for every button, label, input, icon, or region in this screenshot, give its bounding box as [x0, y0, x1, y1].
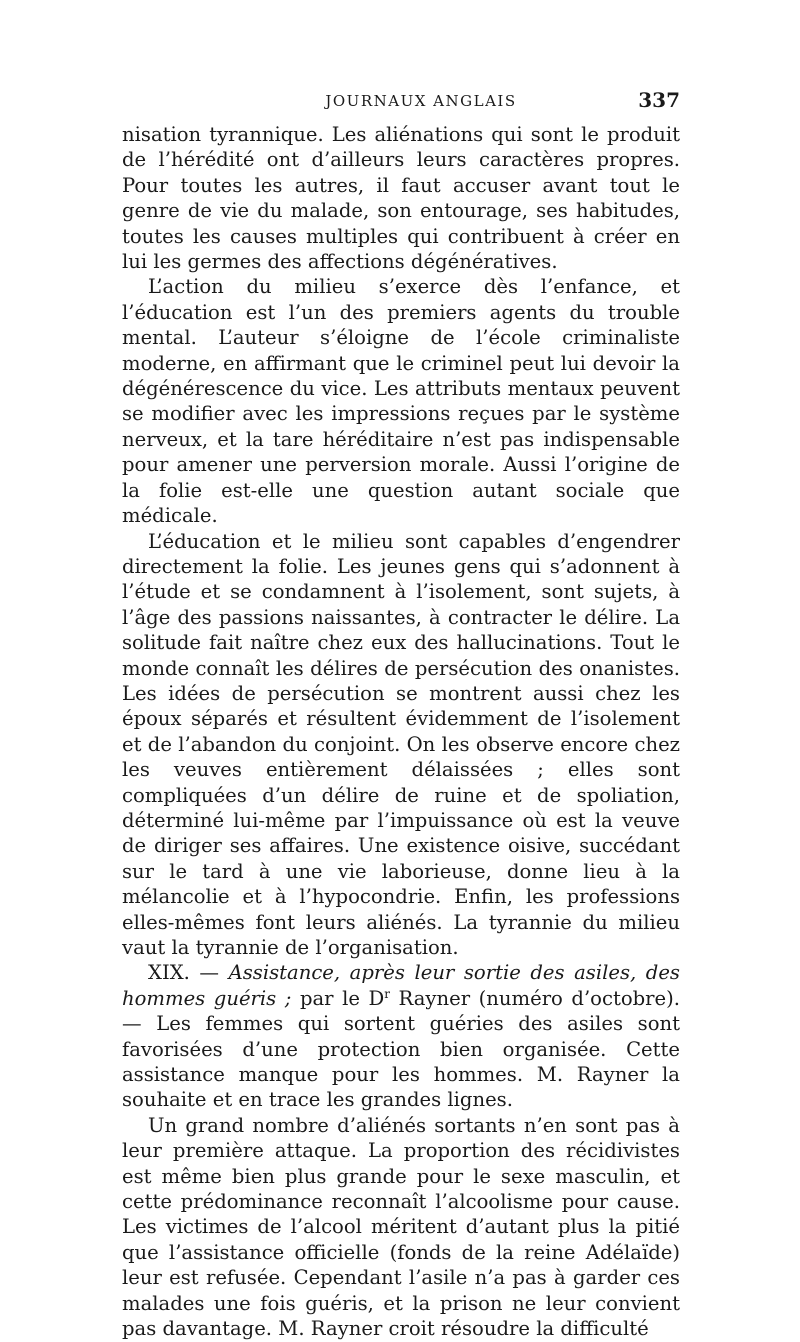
running-head [122, 88, 680, 118]
book-page [122, 88, 680, 1342]
paragraph-4-section-xix [122, 960, 680, 1112]
body-text [122, 122, 680, 1342]
section-body: Rayner (numéro d’octobre). — Les femmes qui sortent guéries des asiles sont favorisées d’une protection bien organisée. Cette assistance manque pour les hommes. M. Rayner la souhaite et en trace les grandes lignes. [122, 986, 680, 1112]
paragraph-1: nisation tyrannique. Les aliénations qui sont le produit de l’hérédité ont d’ailleurs leurs caractères propres. Pour toutes les autres, il faut accuser avant tout le genre de vie du malade, son entourage, ses habitudes, toutes les causes multiples qui contribuent à créer en lui les germes des affections dégénératives. [122, 123, 680, 274]
page-number: 337 [638, 88, 680, 112]
section-author-intro: par le D [291, 986, 385, 1010]
superscript-r: r [384, 986, 390, 1001]
running-title: JOURNAUX ANGLAIS [325, 92, 517, 110]
section-title: Assistance, après leur sortie des asiles, des hommes guéris ; [122, 961, 680, 1010]
paragraph-3: L’éducation et le milieu sont capables d’engendrer directement la folie. Les jeunes gens qui s’adonnent à l’étude et se condamnent à l’isolement, sont sujets, à l’âge des passions naissantes, à contracter le délire. La solitude fait naître chez eux des hallucinations. Tout le monde connaît les délires de persécution des onanistes. Les idées de persécution se montrent aussi chez les époux séparés et résultent évidemment de l’isolement et de l’abandon du conjoint. On les observe encore chez les veuves entièrement délaissées ; elles sont compliquées d’un délire de ruine et de spoliation, déterminé lui-même par l’impuissance où est la veuve de diriger ses affaires. Une existence oisive, succédant sur le tard à une vie laborieuse, donne lieu à la mélancolie et à l’hypocondrie. Enfin, les professions elles-mêmes font leurs aliénés. La tyrannie du milieu vaut la tyrannie de l’organisation. [122, 529, 680, 959]
paragraph-5: Un grand nombre d’aliénés sortants n’en sont pas à leur première attaque. La proportion des récidivistes est même bien plus grande pour le sexe masculin, et cette prédominance reconnaît l’alcoolisme pour cause. Les victimes de l’alcool méritent d’autant plus la pitié que l’assistance officielle (fonds de la reine Adélaïde) leur est refusée. Cependant l’asile n’a pas à garder ces malades une fois guéris, et la prison ne leur convient pas davantage. M. Rayner croit résoudre la difficulté [122, 1113, 680, 1341]
paragraph-2: L’action du milieu s’exerce dès l’enfance, et l’éducation est l’un des premiers agents du trouble mental. L’auteur s’éloigne de l’école criminaliste moderne, en affirmant que le criminel peut lui devoir la dégénérescence du vice. Les attributs mentaux peuvent se modifier avec les impressions reçues par le système nerveux, et la tare héréditaire n’est pas indispensable pour amener une perversion morale. Aussi l’origine de la folie est-elle une question autant sociale que médicale. [122, 275, 680, 528]
section-number: XIX. — [148, 961, 229, 985]
